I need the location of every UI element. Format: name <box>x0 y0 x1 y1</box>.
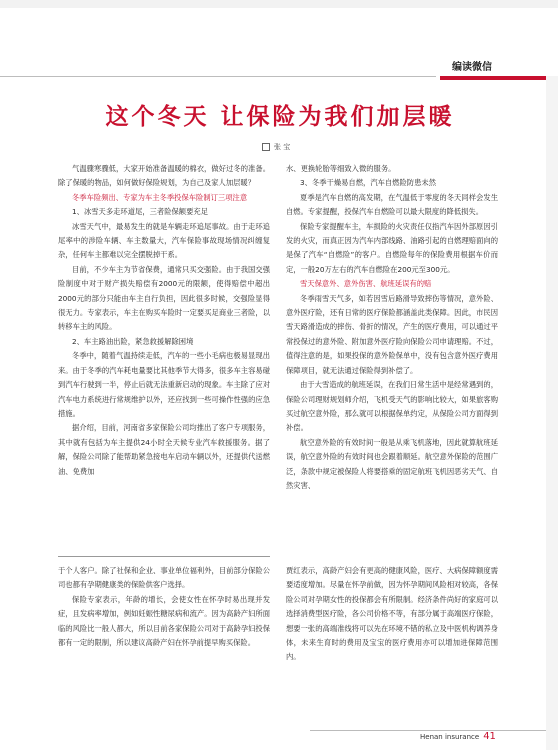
paragraph: 冬季中，随着气温持续走低，汽车的一些小毛病也极易显现出来。由于冬季的汽车耗电量要比其他季节大得多，很多车主容易碰到汽车行驶到一半，停止后就无法重新启动的现象。车主除了应对汽车电力系统进行常规维护以外，还应找到一些可操作性强的应急措施。 <box>58 351 270 418</box>
column-left <box>58 162 270 479</box>
top-bar <box>0 0 558 8</box>
paragraph: 3、冬季干燥易自燃，汽车自燃险防患未然 <box>300 178 436 188</box>
paragraph: 航空意外险的有效时间一般是从乘飞机落地，因此就算航班延误，航空意外险的有效时间也会跟着顺延。航空意外保险的范围广泛，条款中规定被保险人将要搭乘的固定航班飞机因恶劣天气、自然灾害、 <box>286 437 498 490</box>
column-right <box>286 162 498 493</box>
paragraph: 2、车主路油出险，紧急救援解除困境 <box>72 336 194 346</box>
article-title: 这个冬天 让保险为我们加层暖 <box>105 103 455 130</box>
paragraph: 冬季雨雪天气多，如若因雪后路滑导致摔伤等情况，意外险、意外医疗险，还有日常的医疗保险都涵盖此类保障。因此，市民因雪天路滑造成的摔伤、骨折的情况，产生的医疗费用，可以通过平常投保过的意外险、附加意外医疗险向保险公司申请理赔。不过，值得注意的是，如果投保的意外险保单中，没有包含意外医疗费用保障项目，就无法通过保险得到补偿了。 <box>286 293 498 375</box>
author-line <box>262 142 290 152</box>
subheading: 冬季车险频出、专家为车主冬季投保车险制订三项注意 <box>72 192 248 202</box>
paragraph: 保险专家表示，年龄的增长，会使女性在怀孕时易出现并发症，且发病率增加，例如妊娠性糖尿病和流产。因为高龄产妇所面临的风险比一般人都大，所以目前各家保险公司对于高龄孕妇投保都有一定的限制，所以建议高龄产妇在怀孕前提早购买保险。 <box>58 594 270 648</box>
page-edge-strip <box>546 76 558 750</box>
section-accent-bar <box>440 76 546 80</box>
page-number: 41 <box>483 731 496 742</box>
paragraph: 保险专家提醒车主，车损险的火灾责任仅指汽车因外部原因引发的火灾，而真正因为汽车内部线路、油路引起的自燃理赔面向的是保了汽车“自燃险”的客户。自燃险每年的保险费用根据车价而定，一般20万左右的汽车自燃险在200元至300元。 <box>286 221 498 274</box>
paragraph: 1、冰雪天多走环道尾，三者险保额要充足 <box>72 207 208 217</box>
box-separator <box>58 556 270 558</box>
section-tag: 编读微信 <box>452 62 492 73</box>
paragraph: 于个人客户。除了社保和企业、事业单位福利外，目前部分保险公司也都有孕期健康类的保险供客户选择。 <box>58 566 270 590</box>
author-box-icon <box>262 143 270 151</box>
subheading: 雪天保意外、意外伤害、航班延误有的赔 <box>300 279 432 289</box>
footer <box>420 731 496 742</box>
paragraph: 贾红表示，高龄产妇会有更高的健康风险，医疗、大病保障额度需要适度增加。尽量在怀孕前做，因为怀孕期间风险相对较高，各保险公司对孕期女性的投保都会有所限制。经济条件尚好的家庭可以选择消费型医疗险，各公司价格不等，有部分属于高端医疗保险，想要一张的高端准线将可以先在环境不错的私立及中医机构调养身体，未来生育时的费用及宝宝的医疗费用亦可以增加进保障范围内。 <box>286 566 498 662</box>
paragraph: 据介绍，目前，河南省多家保险公司均推出了客户专项服务，其中就有包括为车主提供24小时全天候专业汽车救援服务。据了解，保险公司除了能帮助紧急接电车启动车辆以外，还提供代送燃油、免费加 <box>58 423 270 476</box>
author-name: 张 宝 <box>274 143 291 151</box>
column-bottom-left <box>58 564 270 650</box>
paragraph: 水、更换轮胎等细致入微的服务。 <box>286 164 396 173</box>
section-divider <box>0 76 436 77</box>
paragraph: 气温骤寒骤低，大家开始准备温暖的棉衣，做好过冬的准备。除了保暖的物品，如何做好保险规划，为自己及家人加层暖？ <box>58 164 270 188</box>
paragraph: 冰雪天气中，最易发生的就是车辆走环追尾事故。由于走环追尾率中的涉险车辆、车主数量大，汽车保险事故现场情况纠缠复杂，任何车主都难以完全摆脱掉干系。 <box>58 221 270 260</box>
magazine-name: Henan insurance <box>420 733 480 741</box>
paragraph: 夏季是汽车自燃的高发期，在气温低于零度的冬天同样会发生自燃。专家提醒，投保汽车自燃险可以最大限度的降低损失。 <box>286 192 498 217</box>
paragraph: 由于大雪造成的航班延误，在我们日常生活中是经常遇到的，保险公司理财规划师介绍，飞机受天气的影响比较大，如果旅客购买过航空意外险，那么就可以根据保单约定，从保险公司方面得到补偿。 <box>286 380 498 433</box>
column-bottom-right <box>286 564 498 665</box>
paragraph: 目前，不少车主为节省保费，通常只买交强险。由于我国交强险制度中对于财产损失赔偿有2000元的限额，使得赔偿中超出2000元的部分只能由车主自行负担，因此很多时候，交强险显得很无力。专家表示，车主在购买车险时一定要买足商业三者险，以转移车主的风险。 <box>58 264 270 332</box>
